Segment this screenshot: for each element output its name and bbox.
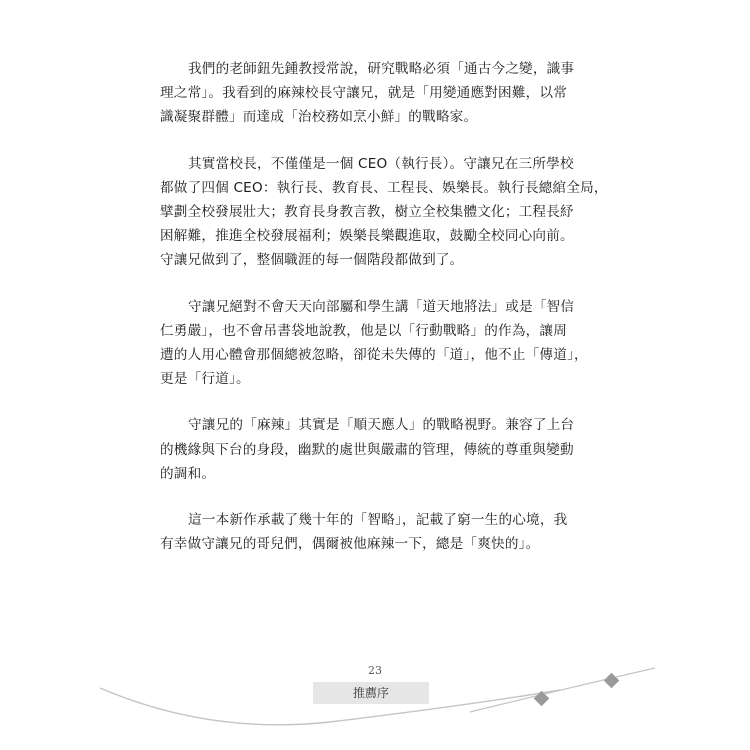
text-line: 守讓兄絕對不會天天向部屬和學生講「道天地將法」或是「智信 xyxy=(188,298,575,315)
text-line: 困解難，推進全校發展福利；娛樂長樂觀進取，鼓勵全校同心向前。 xyxy=(160,228,574,245)
text-line: 遭的人用心體會那個總被忽略，卻從未失傳的「道」，他不止「傳道」， xyxy=(160,347,588,364)
text-line: 識凝聚群體」而達成「治校務如烹小鮮」的戰略家。 xyxy=(160,109,478,126)
text-line: 守讓兄的「麻辣」其實是「順天應人」的戰略視野。兼容了上台 xyxy=(188,417,575,434)
text-line: 更是「行道」。 xyxy=(160,371,250,388)
text-line: 這一本新作承載了幾十年的「智略」，記載了窮一生的心境，我 xyxy=(188,512,568,529)
section-label: 推薦序 xyxy=(352,686,389,700)
text-line: 的機緣與下台的身段，幽默的處世與嚴肅的管理，傳統的尊重與變動 xyxy=(160,441,574,458)
text-line: 仁勇嚴」，也不會吊書袋地說教，他是以「行動戰略」的作為，讓周 xyxy=(160,322,568,339)
text-line: 有幸做守讓兄的哥兒們，偶爾被他麻辣一下，總是「爽快的」。 xyxy=(160,536,540,553)
page-number: 23 xyxy=(368,664,382,677)
text-line: 理之常」。我看到的麻辣校長守讓兄，就是「用變通應對困難，以常 xyxy=(160,85,568,102)
text-line: 的調和。 xyxy=(160,465,216,482)
text-line: 守讓兄做到了，整個職涯的每一個階段都做到了。 xyxy=(160,252,464,269)
text-line: 我們的老師鈕先鍾教授常說，研究戰略必須「通古今之變，識事 xyxy=(188,61,575,77)
text-line: 其實當校長，不僅僅是一個 CEO（執行長）。守讓兄在三所學校 xyxy=(188,155,574,172)
text-line: 都做了四個 CEO：執行長、教育長、工程長、娛樂長。執行長總綰全局， xyxy=(160,179,608,196)
text-line: 擘劃全校發展壯大；教育長身教言教，樹立全校集體文化；工程長紓 xyxy=(160,204,574,221)
